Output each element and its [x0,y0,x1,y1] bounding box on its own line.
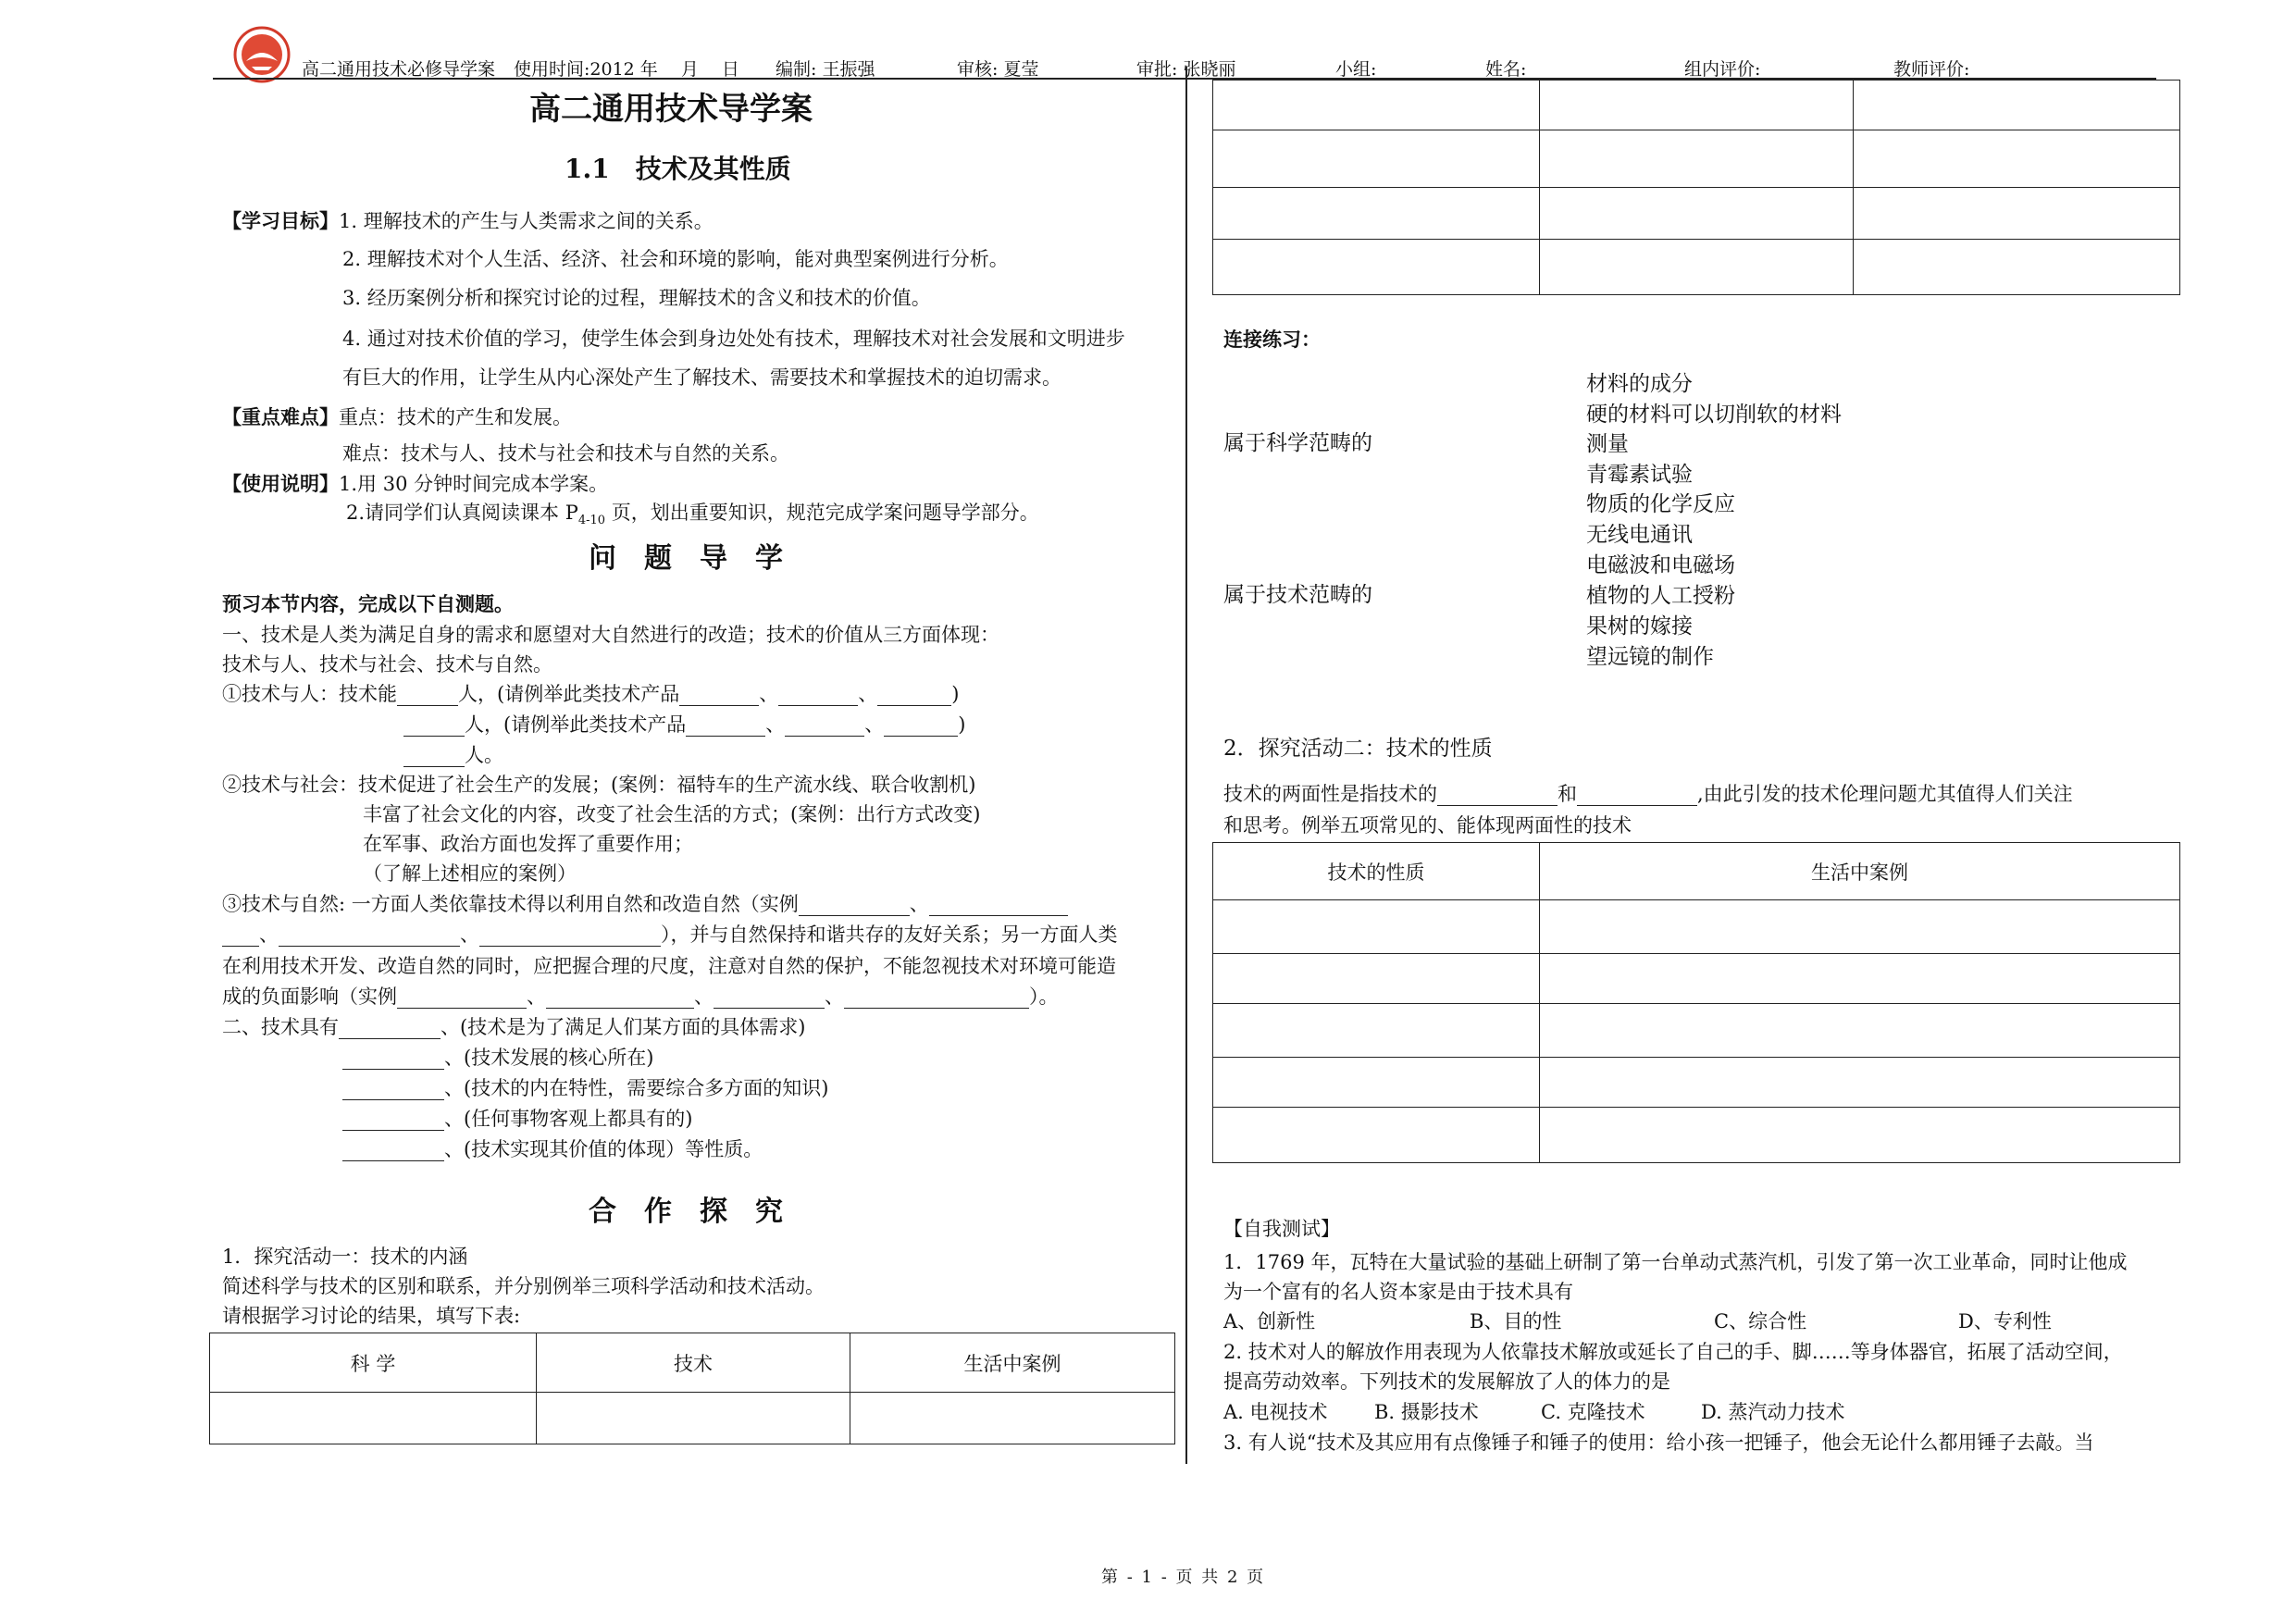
table-cell[interactable] [1854,130,2180,188]
table-cell[interactable] [1540,954,2180,1004]
match-item: 物质的化学反应 [1586,492,1735,516]
activity-1-desc: 简述科学与技术的区别和联系，并分别例举三项科学活动和技术活动。 [222,1275,825,1297]
school-logo-icon [233,26,291,83]
table-cell[interactable] [1213,1058,1540,1108]
question-1a: 1．1769 年，瓦特在大量试验的基础上研制了第一台单动式蒸汽机，引发了第一次工业革命，同时让他成 [1223,1251,2128,1273]
tech-society-2: 丰富了社会文化的内容，改变了社会生活的方式；(案例：出行方式改变) [363,803,981,825]
reviewer: 审核: 夏莹 [957,59,1039,80]
property-1: 二、技术具有 、(技术是为了满足人们某方面的具体需求) [222,1016,806,1038]
science-tech-table [209,1333,1175,1444]
property-4: 、(任何事物客观上都具有的) [342,1108,692,1131]
section-subtitle: 1.1 技术及其性质 [565,154,791,184]
question-2a: 2. 技术对人的解放作用表现为人依靠技术解放或延长了自己的手、脚……等身体器官，拓展了活动空间， [1223,1341,2123,1363]
q2-option-b: B. 摄影技术 [1374,1401,1479,1423]
tech-nature-4: 成的负面影响（实例 、 、 、 ）。 [222,986,1059,1008]
self-test-tag: 【自我测试】 [1223,1218,1340,1240]
activity-2-para-1: 技术的两面性是指技术的 和 ,由此引发的技术伦理问题尤其值得人们关注 [1223,783,2073,805]
table-cell[interactable] [1540,240,1854,295]
tech-nature-3: 在利用技术开发、改造自然的同时，应把握合理的尺度，注意对自然的保护，不能忽视技术对环境可能造 [222,955,1116,977]
name-label: 姓名: [1485,59,1527,80]
match-item: 硬的材料可以切削软的材料 [1586,403,1842,427]
group-eval-label: 组内评价: [1684,59,1761,80]
preview-instruction: 预习本节内容，完成以下自测题。 [222,592,514,615]
match-item: 果树的嫁接 [1586,614,1693,638]
table-cell[interactable] [1213,900,1540,954]
column-divider [1185,67,1187,1464]
para-2: 技术与人、技术与社会、技术与自然。 [222,653,552,676]
editor: 编制: 王振强 [776,59,875,80]
table-cell[interactable] [1213,130,1540,188]
match-item: 测量 [1586,432,1629,456]
match-item: 植物的人工授粉 [1586,584,1735,608]
page-footer: 第 - 1 - 页 共 2 页 [1101,1568,1266,1587]
table-header-tech: 技术 [537,1333,850,1393]
table-cell[interactable] [1213,81,1540,130]
tech-society-1: ②技术与社会：技术促进了社会生产的发展；(案例：福特车的生产流水线、联合收割机) [222,774,976,796]
section-problem-guide: 问题导学 [589,542,811,575]
table-cell[interactable] [1854,81,2180,130]
table-cell[interactable] [1213,240,1540,295]
q1-option-a: A、创新性 [1223,1310,1316,1333]
q1-option-b: B、目的性 [1470,1310,1562,1333]
approver: 审批: 张晓丽 [1136,59,1236,80]
q1-option-c: C、综合性 [1714,1310,1807,1333]
match-item: 材料的成分 [1586,372,1693,396]
table-cell[interactable] [1540,130,1854,188]
duality-table [1212,842,2180,1163]
activity-1-fill: 请根据学习讨论的结果，填写下表: [222,1305,521,1327]
activity-2-para-2: 和思考。例举五项常见的、能体现两面性的技术 [1223,814,1632,837]
table-cell[interactable] [1540,900,2180,954]
table-cell[interactable] [1213,1004,1540,1058]
tech-nature-1: ③技术与自然: 一方面人类依靠技术得以利用自然和改造自然（实例 、 [222,893,1068,916]
difficult-point: 难点：技术与人、技术与社会和技术与自然的关系。 [342,442,789,465]
table-cell[interactable] [1213,188,1540,240]
table-cell[interactable] [1540,1058,2180,1108]
matching-title: 连接练习： [1223,328,1321,351]
usage-1: 【使用说明】1.用 30 分钟时间完成本学案。 [222,472,609,495]
match-item: 无线电通讯 [1586,523,1693,547]
q1-option-d: D、专利性 [1958,1310,2052,1333]
group-label: 小组: [1335,59,1377,80]
page-header [0,0,2296,88]
page-title: 高二通用技术导学案 [529,91,813,128]
table-cell[interactable] [1540,1004,2180,1058]
property-5: 、(技术实现其价值的体现）等性质。 [342,1138,763,1161]
doc-label: 高二通用技术必修导学案 [302,59,496,80]
goal-1: 【学习目标】1. 理解技术的产生与人类需求之间的关系。 [222,209,714,232]
table-cell[interactable] [1213,1108,1540,1163]
para-1: 一、技术是人类为满足自身的需求和愿望对大自然进行的改造；技术的价值从三方面体现： [222,624,999,646]
table-header-cases: 生活中案例 [1540,843,2180,900]
use-time: 使用时间:2012 年 月 日 [514,59,739,80]
section-cooperative: 合作探究 [589,1196,811,1228]
q2-option-c: C. 克隆技术 [1541,1401,1645,1423]
question-1b: 为一个富有的名人资本家是由于技术具有 [1223,1281,1573,1303]
usage-2: 2.请同学们认真阅读课本 $P_{4-10}$ 页，划出重要知识，规范完成学案问题导学部分。 [346,502,1039,528]
match-item: 青霉素试验 [1586,463,1693,487]
tech-society-4: （了解上述相应的案例） [363,862,577,885]
q2-option-d: D. 蒸汽动力技术 [1701,1401,1845,1423]
question-3: 3. 有人说“技术及其应用有点像锤子和锤子的使用：给小孩一把锤子，他会无论什么都用锤子去敲。当 [1223,1432,2094,1454]
activity-1-title: 1．探究活动一：技术的内涵 [222,1246,468,1268]
match-left-science: 属于科学范畴的 [1223,431,1372,455]
teacher-eval-label: 教师评价: [1893,59,1970,80]
table-cell[interactable] [1854,188,2180,240]
table-cell[interactable] [850,1393,1175,1444]
property-2: 、(技术发展的核心所在) [342,1047,653,1070]
q2-option-a: A. 电视技术 [1223,1401,1328,1423]
table-cell[interactable] [1213,954,1540,1004]
table-cell[interactable] [210,1393,537,1444]
match-item: 望远镜的制作 [1586,645,1714,669]
question-2b: 提高劳动效率。下列技术的发展解放了人的体力的是 [1223,1370,1670,1393]
goal-4a: 4. 通过对技术价值的学习，使学生体会到身边处处有技术，理解技术对社会发展和文明进步 [342,328,1125,350]
continued-table [1212,80,2180,295]
tech-society-3: 在军事、政治方面也发挥了重要作用； [363,833,693,855]
tech-human-1: ①技术与人：技术能 人，(请例举此类技术产品 、 、 ) [222,683,960,705]
goal-4b: 有巨大的作用，让学生从内心深处产生了解技术、需要技术和掌握技术的迫切需求。 [342,366,1061,389]
table-header-nature: 技术的性质 [1213,843,1540,900]
tech-human-2: 人，(请例举此类技术产品 、 、 ) [403,713,965,737]
table-cell[interactable] [1540,81,1854,130]
tech-nature-2: 、 、 ），并与自然保持和谐共存的友好关系；另一方面人类 [222,924,1118,947]
table-header-science: 科 学 [210,1333,537,1393]
key-point: 【重点难点】重点：技术的产生和发展。 [222,405,572,428]
table-header-cases: 生活中案例 [850,1333,1175,1393]
property-3: 、(技术的内在特性，需要综合多方面的知识) [342,1077,828,1100]
goal-2: 2. 理解技术对个人生活、经济、社会和环境的影响，能对典型案例进行分析。 [342,248,1009,270]
match-item: 电磁波和电磁场 [1586,553,1735,577]
match-left-tech: 属于技术范畴的 [1223,583,1372,607]
table-cell[interactable] [1854,240,2180,295]
table-cell[interactable] [1540,188,1854,240]
tech-human-3: 人。 [403,744,503,767]
table-cell[interactable] [537,1393,850,1444]
table-cell[interactable] [1540,1108,2180,1163]
activity-2-title: 2．探究活动二：技术的性质 [1223,737,1493,761]
goal-3: 3. 经历案例分析和探究讨论的过程，理解技术的含义和技术的价值。 [342,287,931,309]
